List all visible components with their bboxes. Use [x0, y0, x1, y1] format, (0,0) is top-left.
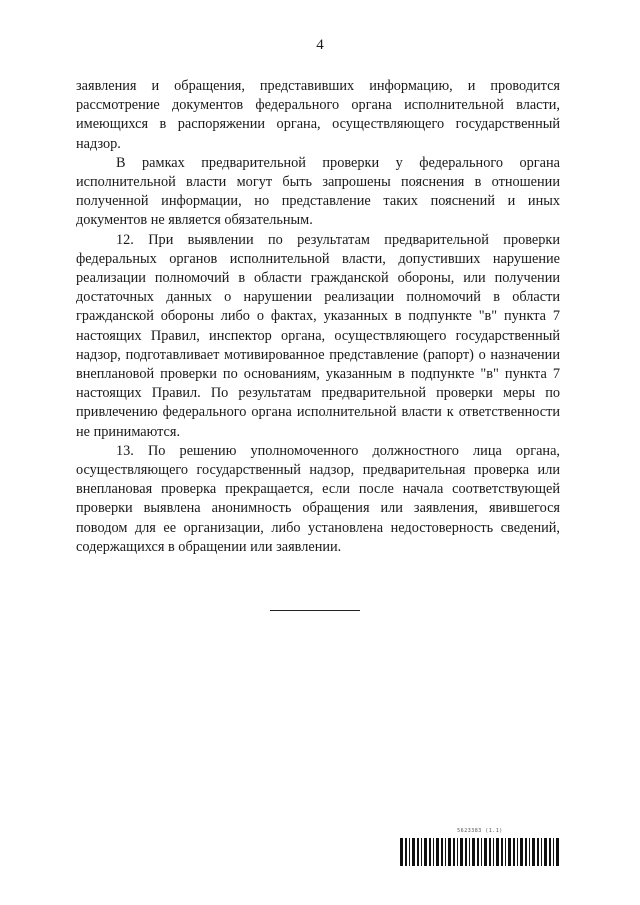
barcode-number: 5623383 (1.1) [457, 828, 503, 834]
paragraph-item-12: 12. При выявлении по результатам предварительной проверки федеральных органов исполнительной власти, допустивших нарушение реализации полномочий в области гражданской обороны, или получении достаточных данных о нарушении реализации полномочий в области гражданской обороны либо о фактах, указанных в подпункте "в" пункта 7 настоящих Правил, инспектор органа, осуществляющего государственный надзор, подготавливает мотивированное представление (рапорт) о назначении внеплановой проверки по основаниям, указанным в подпункте "в" пункта 7 настоящих Правил. По результатам предварительной проверки меры по привлечению федерального органа исполнительной власти к ответственности не принимаются. [76, 231, 560, 440]
paragraph-item-13: 13. По решению уполномоченного должностного лица органа, осуществляющего государственный надзор, предварительная проверка или внеплановая проверка прекращается, если после начала соответствующей проверки выявлена анонимность обращения или заявления, явившегося поводом для ее организации, либо установлена недостоверность сведений, содержащихся в обращении или заявлении. [76, 442, 560, 555]
document-body [76, 77, 560, 557]
barcode [400, 828, 560, 868]
page-number: 4 [316, 37, 324, 53]
end-separator-line [270, 610, 360, 611]
barcode-icon [400, 838, 560, 866]
paragraph-continuation: заявления и обращения, представивших информацию, и проводится рассмотрение документов федерального органа исполнительной власти, имеющихся в распоряжении органа, осуществляющего государственный надзор. [76, 78, 560, 152]
paragraph-preliminary-check: В рамках предварительной проверки у федерального органа исполнительной власти могут быть запрошены пояснения в отношении полученной информации, но представление таких пояснений и иных документов не является обязательным. [76, 154, 560, 229]
